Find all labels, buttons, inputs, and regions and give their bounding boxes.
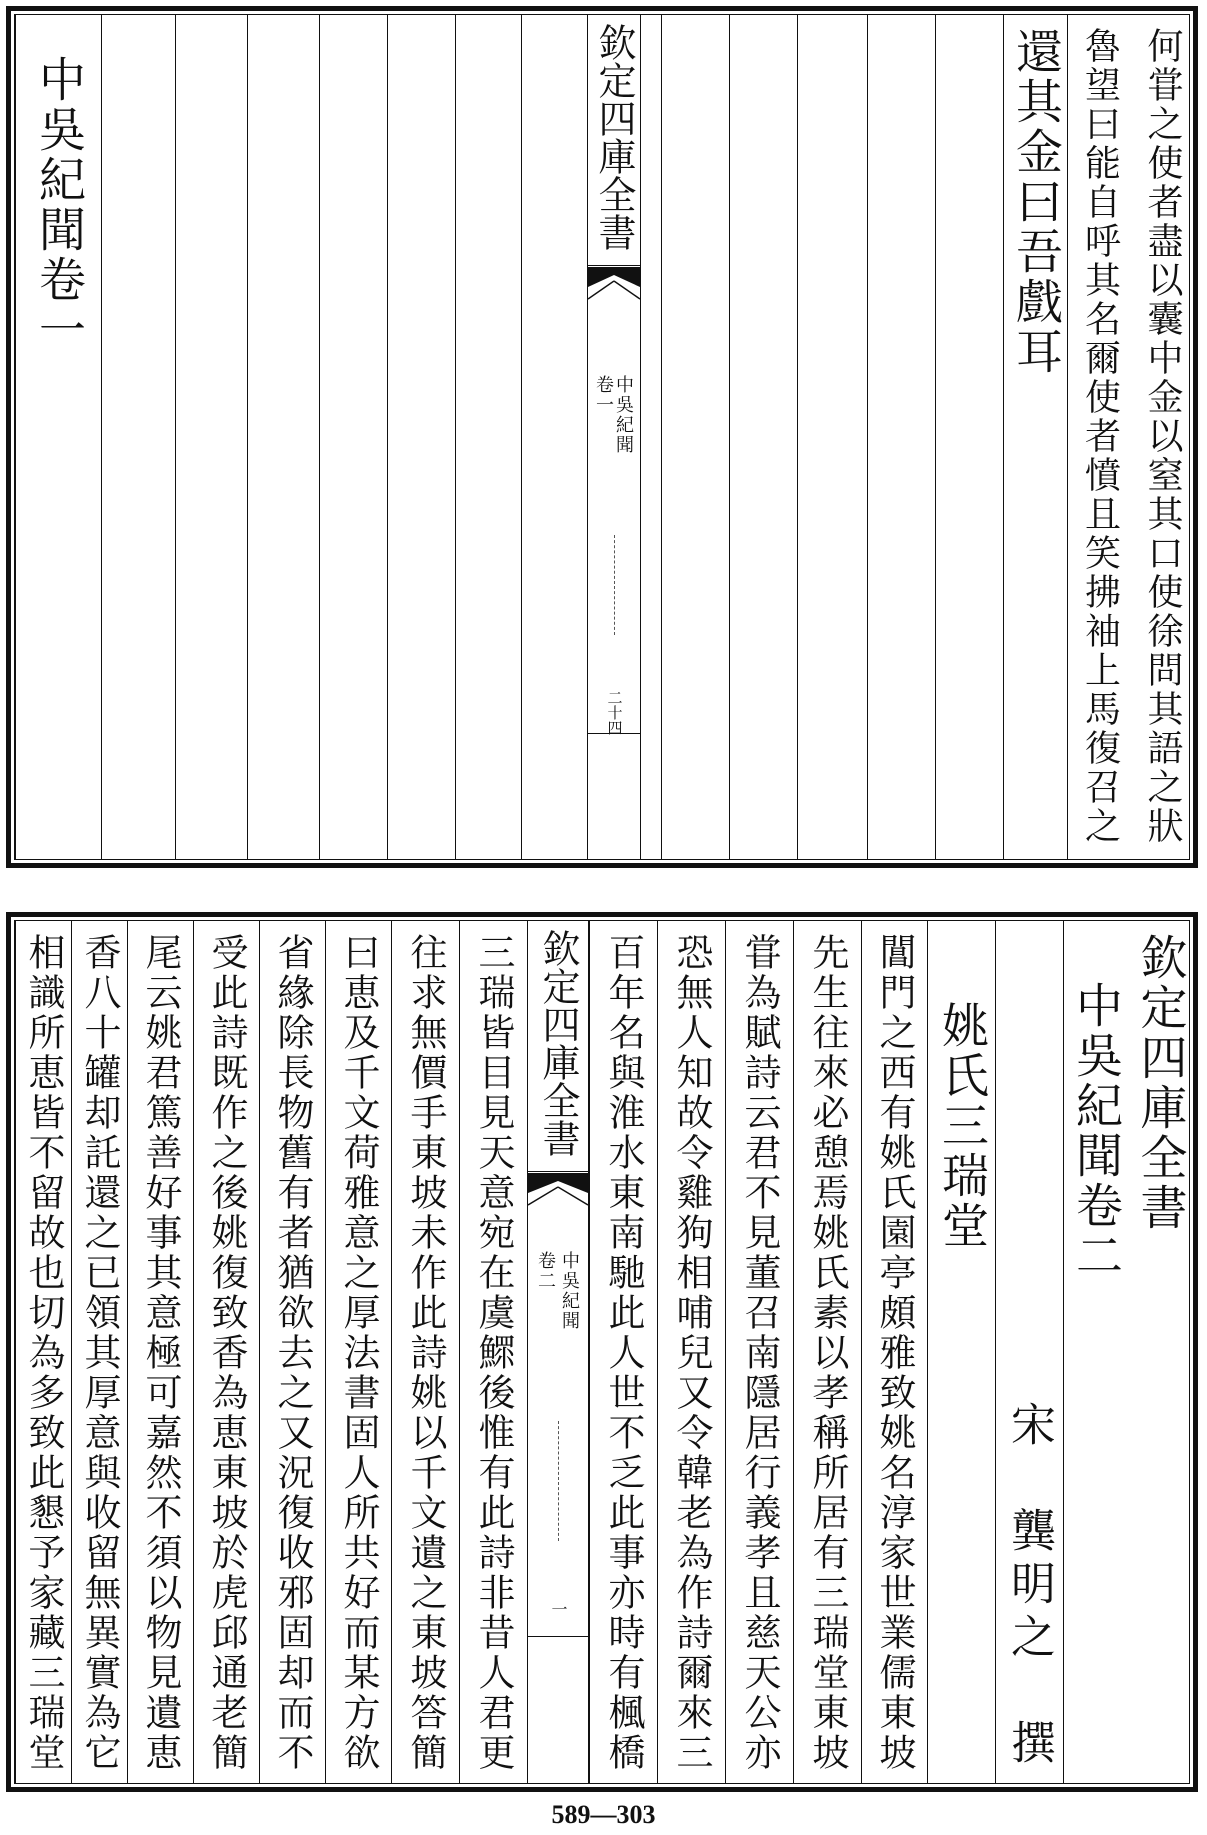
top-center-rule xyxy=(588,265,640,266)
bot-center-book: 中吳紀聞 xyxy=(559,1251,580,1331)
top-col-1 xyxy=(1131,15,1193,859)
bot-text-3: 宋 龔明之 撰 xyxy=(1003,1401,1056,1772)
bot-text-14: 受此詩既作之後姚復致香為恵東坡於虎邱通老簡 xyxy=(205,933,248,1773)
bot-text-12: 曰恵及千文荷雅意之厚法書固人所共好而某方欲 xyxy=(337,933,380,1773)
bot-col-10 xyxy=(459,921,527,1783)
bot-text-2: 中吳紀聞卷二 xyxy=(1068,981,1123,1281)
top-center-column xyxy=(587,15,641,859)
bottom-page-frame xyxy=(14,920,1190,1784)
bot-center-rule-2 xyxy=(528,1636,588,1637)
bot-text-10: 三瑞皆目見天意宛在虞鰥後惟有此詩非昔人君更 xyxy=(472,933,515,1773)
top-page xyxy=(6,6,1198,868)
top-col-9 xyxy=(521,15,587,859)
bot-text-15: 尾云姚君篤善好事其意極可嘉然不須以物見遺恵 xyxy=(139,933,182,1773)
top-center-title: 欽定四庫全書 xyxy=(592,23,636,251)
top-center-page: 二十四 xyxy=(605,690,624,735)
bottom-page xyxy=(6,912,1198,1792)
bot-center-rule xyxy=(528,1171,588,1172)
bot-col-17 xyxy=(15,921,71,1783)
top-col-15 xyxy=(101,15,175,859)
top-col-14 xyxy=(175,15,247,859)
bot-col-13 xyxy=(259,921,325,1783)
bot-col-6 xyxy=(793,921,861,1783)
bot-text-9: 百年名與淮水東南馳此人世不乏此事亦時有楓橋 xyxy=(602,933,645,1773)
top-text-16: 中吳紀聞卷一 xyxy=(31,55,86,355)
bot-text-17: 相識所恵皆不留故也切為多致此懇予家藏三瑞堂 xyxy=(22,933,65,1773)
bot-text-6: 先生往來必憩焉姚氏素以孝稱所居有三瑞堂東坡 xyxy=(806,933,849,1773)
bot-text-1: 欽定四庫全書 xyxy=(1132,933,1188,1233)
bot-col-16 xyxy=(71,921,127,1783)
bot-center-title: 欽定四庫全書 xyxy=(536,929,580,1157)
top-col-3 xyxy=(1003,15,1067,859)
top-col-2 xyxy=(1067,15,1131,859)
page-number-footer: 589—303 xyxy=(551,1800,656,1829)
top-center-volume: 卷一 xyxy=(593,375,614,415)
bot-col-15 xyxy=(127,921,193,1783)
bot-center-page: 一 xyxy=(549,1601,568,1619)
bot-col-11 xyxy=(391,921,459,1783)
bot-text-8: 恐無人知故令雞狗相哺兒又令韓老為作詩爾來三 xyxy=(670,933,713,1773)
bot-col-3 xyxy=(995,921,1063,1783)
bot-col-2 xyxy=(1063,921,1127,1783)
top-col-8 xyxy=(661,15,729,859)
bot-text-7: 甞為賦詩云君不見董召南隱居行義孝且慈天公亦 xyxy=(738,933,781,1773)
top-text-1: 何甞之使者盡以囊中金以窒其口使徐問其語之狀 xyxy=(1142,27,1183,846)
top-center-rule-2 xyxy=(588,733,640,734)
bot-text-11: 往求無價手東坡未作此詩姚以千文遺之東坡答簡 xyxy=(404,933,447,1773)
bot-text-4: 姚氏三瑞堂 xyxy=(934,1001,989,1251)
bot-text-13: 省緣除長物舊有者猶欲去之又況復收邪固却而不 xyxy=(271,933,314,1773)
top-col-10 xyxy=(455,15,521,859)
bot-col-1 xyxy=(1127,921,1193,1783)
bot-center-volume: 卷二 xyxy=(535,1251,556,1291)
top-center-dots xyxy=(614,535,615,635)
bot-text-5: 閶門之西有姚氏園亭頗雅致姚名淳家世業儒東坡 xyxy=(873,933,916,1773)
top-col-4 xyxy=(935,15,1003,859)
top-col-13 xyxy=(247,15,319,859)
bot-col-4 xyxy=(927,921,995,1783)
bot-center-column xyxy=(527,921,589,1783)
bot-fishtail-mark xyxy=(528,1173,588,1207)
top-fishtail-mark xyxy=(588,267,640,301)
bot-col-9 xyxy=(589,921,657,1783)
top-col-16 xyxy=(15,15,101,859)
bot-col-8 xyxy=(657,921,725,1783)
bot-col-7 xyxy=(725,921,793,1783)
top-col-5 xyxy=(867,15,935,859)
bot-text-16: 香八十罐却託還之已領其厚意與收留無異實為它 xyxy=(78,933,121,1773)
bot-col-14 xyxy=(193,921,259,1783)
bot-center-dots xyxy=(558,1421,559,1541)
bot-col-5 xyxy=(861,921,927,1783)
top-col-6 xyxy=(797,15,867,859)
top-text-2: 魯望曰能自呼其名爾使者憤且笑拂袖上馬復召之 xyxy=(1079,27,1121,846)
top-col-11 xyxy=(387,15,455,859)
bot-col-12 xyxy=(325,921,391,1783)
top-col-12 xyxy=(319,15,387,859)
top-text-3: 還其金曰吾戲耳 xyxy=(1008,27,1063,377)
top-center-book: 中吳紀聞 xyxy=(613,375,634,455)
top-page-frame xyxy=(14,14,1190,860)
top-col-7 xyxy=(729,15,797,859)
